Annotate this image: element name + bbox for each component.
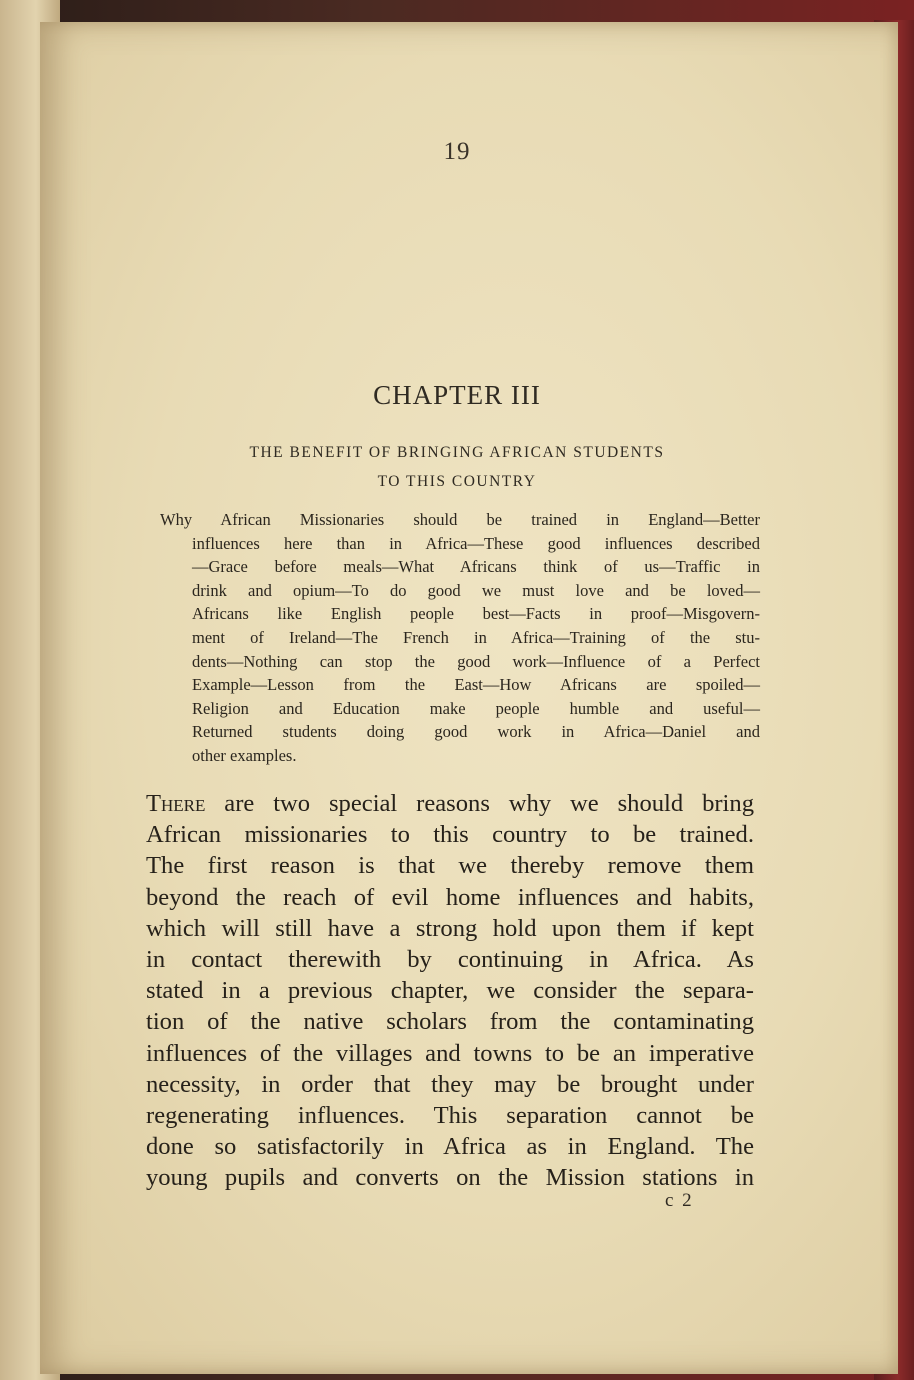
synopsis-line: dents—Nothing can stop the good work—Influence of a Perfect xyxy=(192,651,760,671)
chapter-subtitle-line: THE BENEFIT OF BRINGING AFRICAN STUDENTS xyxy=(249,444,665,461)
synopsis-line: Why African Missionaries should be trained in England—Better xyxy=(160,510,760,529)
body-line: The first reason is that we thereby remove them xyxy=(146,852,754,880)
chapter-subtitle-line: TO THIS COUNTRY xyxy=(377,473,537,490)
synopsis-line: other examples. xyxy=(192,745,297,765)
body-line: which will still have a strong hold upon them if kept xyxy=(146,914,754,942)
synopsis-line: Africans like English people best—Facts in proof—Misgovern- xyxy=(192,604,760,624)
body-paragraph xyxy=(146,788,754,1194)
body-line: stated in a previous chapter, we consider the separa- xyxy=(146,977,754,1005)
body-line: regenerating influences. This separation cannot be xyxy=(146,1102,754,1130)
drop-word: There xyxy=(146,790,206,817)
synopsis-line: Religion and Education make people humble and useful— xyxy=(192,698,760,718)
body-line: beyond the reach of evil home influences and habits, xyxy=(146,883,754,911)
body-line: African missionaries to this country to be trained. xyxy=(146,821,754,849)
body-line: tion of the native scholars from the contaminating xyxy=(146,1008,754,1036)
body-line xyxy=(146,788,754,819)
chapter-synopsis xyxy=(160,508,760,768)
body-line-rest: are two special reasons why we should bring xyxy=(205,790,754,817)
synopsis-line: Returned students doing good work in Africa—Daniel and xyxy=(192,722,760,742)
synopsis-line: influences here than in Africa—These good influences described xyxy=(192,533,760,553)
body-line: in contact therewith by continuing in Africa. As xyxy=(146,946,754,974)
synopsis-line: Example—Lesson from the East—How Africans are spoiled— xyxy=(192,675,760,695)
body-line: young pupils and converts on the Mission stations in xyxy=(146,1164,754,1192)
synopsis-line: ment of Ireland—The French in Africa—Training of the stu- xyxy=(192,627,760,647)
body-line: influences of the villages and towns to be an imperative xyxy=(146,1039,754,1067)
synopsis-line: —Grace before meals—What Africans think of us—Traffic in xyxy=(192,557,760,577)
chapter-title: CHAPTER III xyxy=(373,380,541,410)
signature-mark: c 2 xyxy=(665,1190,694,1211)
page-number: 19 xyxy=(443,138,471,165)
body-line: done so satisfactorily in Africa as in England. The xyxy=(146,1133,754,1161)
synopsis-line: drink and opium—To do good we must love and be loved— xyxy=(192,580,760,600)
chapter-subtitle xyxy=(0,438,914,496)
body-line: necessity, in order that they may be brought under xyxy=(146,1070,754,1098)
